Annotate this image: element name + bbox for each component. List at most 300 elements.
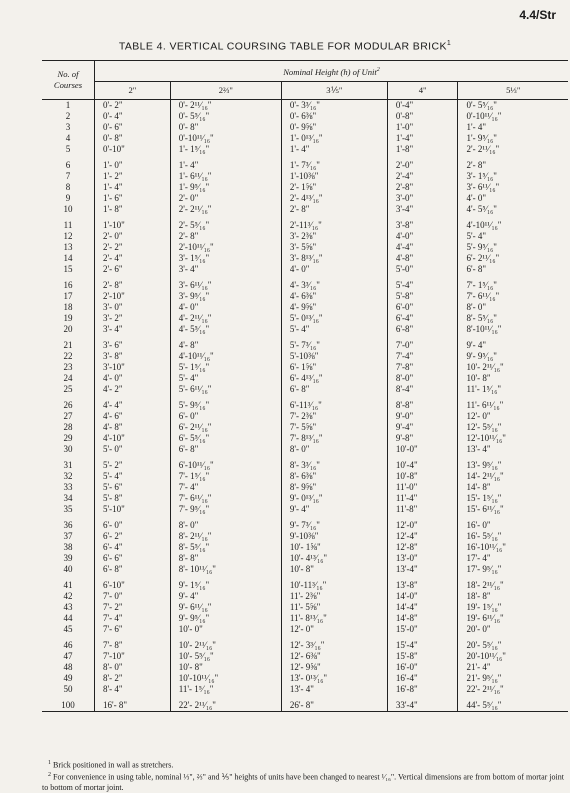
height-cell: 0'- 3³⁄₁₆": [281, 100, 387, 112]
height-cell: 6'- 5⁵⁄₁₆": [170, 433, 281, 444]
height-cell: 14'- 8": [466, 482, 491, 492]
height-cell: 1'-10": [95, 220, 171, 231]
height-cell: 3'- 2": [95, 313, 171, 324]
course-number-cell: 23: [42, 362, 95, 373]
height-cell: 26'- 8": [281, 700, 387, 712]
height-cell: 8'- 0": [95, 662, 171, 673]
height-cell: 2'- 6": [95, 264, 171, 275]
height-cell: 9'- 4": [281, 504, 387, 515]
height-cell: 11'-0": [387, 482, 458, 493]
column-header: 2": [95, 82, 171, 100]
course-number-cell: 33: [42, 482, 95, 493]
height-cell: 7'- 2⅜": [281, 411, 387, 422]
height-cell: 0'- 2": [95, 100, 171, 112]
title-footnote-mark: 1: [446, 40, 452, 47]
course-number-cell: 43: [42, 602, 95, 613]
page-identifier: 4.4/Str: [519, 8, 556, 22]
height-cell: 6'- 4¹³⁄₁₆": [281, 373, 387, 384]
height-cell: 4'- 5⁵⁄₁₆": [170, 324, 281, 335]
height-cell: 10'- 4¹³⁄₁₆": [281, 553, 387, 564]
height-cell: 4'- 4": [95, 400, 171, 411]
height-cell: 20'- 5⁵⁄₁₆": [466, 640, 502, 650]
height-cell: 1'- 9⁵⁄₁₆": [170, 182, 281, 193]
height-cell: 6'- 4": [95, 542, 171, 553]
height-cell: 11'- 1⁵⁄₁₆": [466, 384, 502, 394]
column-header: 4": [387, 82, 458, 100]
height-cell: 7'-10": [95, 651, 171, 662]
height-cell: 8'- 9⅝": [281, 482, 387, 493]
table-title-text: TABLE 4. VERTICAL COURSING TABLE FOR MODULAR BRICK: [118, 40, 447, 53]
height-cell: 5'-0": [387, 264, 458, 275]
height-cell: 10'-4": [387, 460, 458, 471]
height-cell: 4'-10¹¹⁄₁₆": [170, 351, 281, 362]
table-row: [42, 264, 568, 275]
table-row: [42, 591, 568, 602]
table-row: [42, 684, 568, 695]
nominal-height-header: [95, 61, 569, 82]
height-cell: 6'-8": [387, 324, 458, 335]
height-cell: 4'- 0": [466, 193, 487, 203]
height-cell: 11'- 8¹³⁄₁₆": [281, 613, 387, 624]
height-cell: 5'- 4": [170, 373, 281, 384]
course-number-cell: 37: [42, 531, 95, 542]
height-cell: 7'-4": [387, 351, 458, 362]
table-row: [42, 193, 568, 204]
height-cell: 9'- 4": [466, 340, 487, 350]
coursing-table: [42, 60, 568, 712]
table-row: [42, 231, 568, 242]
height-cell: 7'- 9⁵⁄₁₆": [170, 504, 281, 515]
height-cell: 0'-10¹¹⁄₁₆": [170, 133, 281, 144]
height-cell: 11'-8": [387, 504, 458, 515]
height-cell: 9'- 0¹³⁄₁₆": [281, 493, 387, 504]
height-cell: 0'- 9⅝": [281, 122, 387, 133]
height-cell: 10'-8": [387, 471, 458, 482]
height-cell: 15'- 1⁵⁄₁₆": [466, 493, 502, 503]
height-cell: 12'- 9⅝": [281, 662, 387, 673]
height-cell: 6'- 0": [170, 411, 281, 422]
footnote-text: For convenience in using table, nominal ⅓", ⅔" and ⅕" heights of units have been changed to nearest ¹⁄₁₆". Vertical dimensions are from bottom of mortar joint to bottom of mortar joint.: [42, 772, 564, 792]
column-header: 2⅔": [170, 82, 281, 100]
height-cell: 12'- 5⁵⁄₁₆": [466, 422, 502, 432]
height-cell: 18'- 8": [466, 591, 491, 601]
height-cell: 5'- 0¹³⁄₁₆": [281, 313, 387, 324]
height-cell: 4'- 2": [95, 384, 171, 395]
height-cell: 5'- 1⁵⁄₁₆": [170, 362, 281, 373]
height-cell: 5'- 4": [281, 324, 387, 335]
height-cell: 3'-4": [387, 204, 458, 215]
table-row: [42, 280, 568, 291]
height-cell: 4'-4": [387, 242, 458, 253]
height-cell: 4'-0": [387, 231, 458, 242]
height-cell: 1'- 4": [466, 122, 487, 132]
table-row: [42, 564, 568, 575]
height-cell: 3'- 8¹³⁄₁₆": [281, 253, 387, 264]
height-cell: 11'- 2⅜": [281, 591, 387, 602]
height-cell: 16'-8": [387, 684, 458, 695]
height-cell: 5'- 6": [95, 482, 171, 493]
course-number-cell: 48: [42, 662, 95, 673]
height-cell: 11'- 6¹¹⁄₁₆": [466, 400, 504, 410]
height-cell: 4'- 5⁵⁄₁₆": [466, 204, 497, 214]
table-row: [42, 204, 568, 215]
height-cell: 7'- 1⁵⁄₁₆": [170, 471, 281, 482]
course-number-cell: 17: [42, 291, 95, 302]
height-cell: 8'- 0": [466, 302, 487, 312]
height-cell: 13'-0": [387, 553, 458, 564]
height-cell: 5'- 4": [466, 231, 487, 241]
column-header: 5⅓": [458, 82, 568, 100]
height-cell: 11'- 5⅝": [281, 602, 387, 613]
table-row: [42, 553, 568, 564]
height-cell: 20'-10¹¹⁄₁₆": [466, 651, 506, 661]
height-cell: 0'-10": [95, 144, 171, 155]
height-cell: 8'- 0": [170, 520, 281, 531]
height-cell: 16'- 0": [466, 520, 491, 530]
height-cell: 1'- 7³⁄₁₆": [281, 160, 387, 171]
course-number-cell: 38: [42, 542, 95, 553]
height-cell: 7'- 6¹¹⁄₁₆": [170, 493, 281, 504]
height-cell: 5'- 8": [95, 493, 171, 504]
height-cell: 6'- 0": [95, 520, 171, 531]
height-cell: 1'- 0¹³⁄₁₆": [281, 133, 387, 144]
height-cell: 13'- 4": [281, 684, 387, 695]
height-cell: 9'- 7³⁄₁₆": [281, 520, 387, 531]
table-title: [0, 40, 570, 53]
course-number-cell: 16: [42, 280, 95, 291]
height-cell: 14'-8": [387, 613, 458, 624]
height-cell: 14'- 2¹¹⁄₁₆": [466, 471, 504, 481]
height-cell: 3'- 4": [170, 264, 281, 275]
height-cell: 3'- 9⁵⁄₁₆": [170, 291, 281, 302]
height-cell: 4'- 2¹¹⁄₁₆": [170, 313, 281, 324]
height-cell: 8'- 5⁵⁄₁₆": [466, 313, 497, 323]
height-cell: 4'- 0": [170, 302, 281, 313]
course-number-cell: 24: [42, 373, 95, 384]
course-number-cell: 40: [42, 564, 95, 575]
height-cell: 21'- 9⁵⁄₁₆": [466, 673, 502, 683]
height-cell: 9'- 6¹¹⁄₁₆": [170, 602, 281, 613]
course-number-cell: 49: [42, 673, 95, 684]
height-cell: 6'-0": [387, 302, 458, 313]
table-row: [42, 373, 568, 384]
height-cell: 4'- 0": [281, 264, 387, 275]
table-row: [42, 291, 568, 302]
course-number-cell: 45: [42, 624, 95, 635]
table-row: [42, 351, 568, 362]
course-number-cell: 35: [42, 504, 95, 515]
table-row: [42, 602, 568, 613]
course-number-cell: 47: [42, 651, 95, 662]
height-cell: 7'-0": [387, 340, 458, 351]
height-cell: 0'-8": [387, 111, 458, 122]
table-row: [42, 493, 568, 504]
height-cell: 1'- 2": [95, 171, 171, 182]
course-number-cell: 29: [42, 433, 95, 444]
height-cell: 10'- 1⅝": [281, 542, 387, 553]
height-cell: 17'- 4": [466, 553, 491, 563]
table-row: [42, 651, 568, 662]
height-cell: 3'- 6¹¹⁄₁₆": [170, 280, 281, 291]
height-cell: 0'- 8": [170, 122, 281, 133]
course-number-cell: 4: [42, 133, 95, 144]
course-number-cell: 27: [42, 411, 95, 422]
course-number-cell: 26: [42, 400, 95, 411]
course-number-cell: 10: [42, 204, 95, 215]
height-cell: 14'-0": [387, 591, 458, 602]
height-cell: 13'-8": [387, 580, 458, 591]
course-number-cell: 15: [42, 264, 95, 275]
height-cell: 2'-0": [387, 160, 458, 171]
height-cell: 4'- 9⅝": [281, 302, 387, 313]
course-number-cell: 41: [42, 580, 95, 591]
table-row: [42, 411, 568, 422]
course-number-cell: 30: [42, 444, 95, 455]
height-cell: 7'- 6": [95, 624, 171, 635]
height-cell: 2'- 2¹¹⁄₁₆": [170, 204, 281, 215]
table-row: [42, 400, 568, 411]
table-row: [42, 542, 568, 553]
course-number-cell: 12: [42, 231, 95, 242]
no-courses-header: No. of Courses: [42, 61, 95, 100]
height-cell: 7'- 8": [95, 640, 171, 651]
height-cell: 15'- 6¹¹⁄₁₆": [466, 504, 504, 514]
height-cell: 8'- 0": [281, 444, 387, 455]
table-row: [42, 171, 568, 182]
height-cell: 22'- 2¹¹⁄₁₆": [466, 684, 504, 694]
height-cell: 7'- 4": [170, 482, 281, 493]
height-cell: 3'- 6": [95, 340, 171, 351]
height-cell: 1'- 4": [170, 160, 281, 171]
height-cell: 0'- 6": [95, 122, 171, 133]
table-row: [42, 111, 568, 122]
height-cell: 16'-10¹¹⁄₁₆": [466, 542, 506, 552]
height-cell: 2'- 8": [95, 280, 171, 291]
height-cell: 9'-0": [387, 411, 458, 422]
height-cell: 8'-8": [387, 400, 458, 411]
height-cell: 10'- 8": [281, 564, 387, 575]
course-number-cell: 8: [42, 182, 95, 193]
height-cell: 18'- 2¹¹⁄₁₆": [466, 580, 504, 590]
course-number-cell: 9: [42, 193, 95, 204]
height-cell: 3'-10": [95, 362, 171, 373]
height-cell: 5'- 4": [95, 471, 171, 482]
course-number-cell: 1: [42, 100, 95, 112]
height-cell: 9'- 9⁵⁄₁₆": [466, 351, 497, 361]
height-cell: 3'- 2⅜": [281, 231, 387, 242]
table-row: [42, 624, 568, 635]
course-number-cell: 14: [42, 253, 95, 264]
table-row: [42, 471, 568, 482]
height-cell: 13'- 4": [466, 444, 491, 454]
table-row: [42, 242, 568, 253]
height-cell: 1'- 4": [281, 144, 387, 155]
height-cell: 1'- 0": [95, 160, 171, 171]
height-cell: 2'-10": [95, 291, 171, 302]
height-cell: 15'-0": [387, 624, 458, 635]
height-cell: 9'-10⅜": [281, 531, 387, 542]
height-cell: 0'-4": [387, 100, 458, 112]
height-cell: 7'- 4": [95, 613, 171, 624]
height-cell: 8'- 2": [95, 673, 171, 684]
table-row: [42, 482, 568, 493]
height-cell: 13'- 9⁵⁄₁₆": [466, 460, 502, 470]
table-row: [42, 253, 568, 264]
height-cell: 9'-4": [387, 422, 458, 433]
height-cell: 44'- 5⁵⁄₁₆": [458, 700, 568, 712]
course-number-cell: 22: [42, 351, 95, 362]
height-cell: 4'- 8": [95, 422, 171, 433]
table-row: [42, 580, 568, 591]
height-cell: 1'- 6": [95, 193, 171, 204]
height-cell: 15'-8": [387, 651, 458, 662]
height-cell: 4'-10": [95, 433, 171, 444]
height-cell: 5'- 7³⁄₁₆": [281, 340, 387, 351]
course-number-cell: 18: [42, 302, 95, 313]
height-cell: 8'- 4": [95, 684, 171, 695]
table-row: [42, 662, 568, 673]
height-cell: 6'- 2": [95, 531, 171, 542]
height-cell: 20'- 0": [466, 624, 491, 634]
height-cell: 8'- 2¹¹⁄₁₆": [170, 531, 281, 542]
height-cell: 6'- 8": [281, 384, 387, 395]
footnote-mark: 2: [48, 772, 51, 778]
height-cell: 8'-4": [387, 384, 458, 395]
height-cell: 2'- 0": [95, 231, 171, 242]
height-cell: 0'- 5⁵⁄₁₆": [170, 111, 281, 122]
course-number-cell: 2: [42, 111, 95, 122]
height-cell: 6'- 6": [95, 553, 171, 564]
height-cell: 8'-10¹¹⁄₁₆": [466, 324, 502, 334]
table-row: [42, 133, 568, 144]
height-cell: 12'- 0": [281, 624, 387, 635]
height-cell: 3'- 8": [95, 351, 171, 362]
height-cell: 10'- 2¹¹⁄₁₆": [466, 362, 504, 372]
course-number-cell: 6: [42, 160, 95, 171]
table-row: [42, 302, 568, 313]
table-row: [42, 182, 568, 193]
table-row: [42, 613, 568, 624]
height-cell: 22'- 2¹¹⁄₁₆": [170, 700, 281, 712]
height-cell: 9'- 9⁵⁄₁₆": [170, 613, 281, 624]
height-cell: 1'-0": [387, 122, 458, 133]
height-cell: 2'- 2¹¹⁄₁₆": [466, 144, 500, 154]
height-cell: 3'- 4": [95, 324, 171, 335]
table-row: [42, 433, 568, 444]
height-cell: 9'-8": [387, 433, 458, 444]
height-cell: 6'-4": [387, 313, 458, 324]
height-cell: 4'-8": [387, 253, 458, 264]
height-cell: 16'- 5⁵⁄₁₆": [466, 531, 502, 541]
course-number-cell: 42: [42, 591, 95, 602]
height-cell: 5'- 9⁵⁄₁₆": [466, 242, 497, 252]
nominal-footnote-mark: 2: [376, 66, 380, 73]
height-cell: 5'- 0": [95, 444, 171, 455]
course-number-cell: 21: [42, 340, 95, 351]
height-cell: 5'- 6¹¹⁄₁₆": [170, 384, 281, 395]
height-cell: 0'- 6⅜": [281, 111, 387, 122]
table-row: [42, 640, 568, 651]
height-cell: 10'- 2¹¹⁄₁₆": [170, 640, 281, 651]
table-row: [42, 384, 568, 395]
table-row: [42, 520, 568, 531]
height-cell: 3'-8": [387, 220, 458, 231]
height-cell: 7'- 1⁵⁄₁₆": [466, 280, 497, 290]
height-cell: 7'- 8¹³⁄₁₆": [281, 433, 387, 444]
course-number-cell: 25: [42, 384, 95, 395]
course-number-cell: 7: [42, 171, 95, 182]
course-number-cell: 19: [42, 313, 95, 324]
height-cell: 5'- 9⁵⁄₁₆": [170, 400, 281, 411]
height-cell: 2'-10¹¹⁄₁₆": [170, 242, 281, 253]
footnote-2: [42, 770, 568, 793]
footnote-text: Brick positioned in wall as stretchers.: [53, 760, 174, 770]
height-cell: 3'- 1⁵⁄₁₆": [170, 253, 281, 264]
height-cell: 6'- 1⅝": [281, 362, 387, 373]
height-cell: 5'-4": [387, 280, 458, 291]
course-number-cell: 34: [42, 493, 95, 504]
table-body: [42, 100, 568, 712]
height-cell: 8'- 10¹¹⁄₁₆": [170, 564, 281, 575]
table-row: [42, 504, 568, 515]
table-row: [42, 100, 568, 112]
height-cell: 12'-4": [387, 531, 458, 542]
height-cell: 15'-4": [387, 640, 458, 651]
height-cell: 4'-10¹¹⁄₁₆": [466, 220, 502, 230]
height-cell: 6'- 2¹¹⁄₁₆": [170, 422, 281, 433]
height-cell: 7'-8": [387, 362, 458, 373]
height-cell: 13'- 0¹³⁄₁₆": [281, 673, 387, 684]
height-cell: 6'-11³⁄₁₆": [281, 400, 387, 411]
height-cell: 3'-0": [387, 193, 458, 204]
height-cell: 12'- 6⅜": [281, 651, 387, 662]
height-cell: 6'- 8": [466, 264, 487, 274]
height-cell: 0'- 5⁵⁄₁₆": [466, 100, 497, 110]
table-row: [42, 160, 568, 171]
height-cell: 6'- 8": [170, 444, 281, 455]
height-cell: 2'- 4": [95, 253, 171, 264]
column-header: 3⅕": [281, 82, 387, 100]
height-cell: 7'- 5⅝": [281, 422, 387, 433]
table-row: [42, 144, 568, 155]
height-cell: 12'-8": [387, 542, 458, 553]
footnote-1: [42, 758, 568, 771]
height-cell: 0'- 8": [95, 133, 171, 144]
course-number-cell: 5: [42, 144, 95, 155]
height-cell: 1'-10⅜": [281, 171, 387, 182]
height-cell: 9'- 1⁵⁄₁₆": [170, 580, 281, 591]
height-cell: 12'-0": [387, 520, 458, 531]
height-cell: 3'- 6¹¹⁄₁₆": [466, 182, 500, 192]
height-cell: 5'-10": [95, 504, 171, 515]
height-cell: 10'- 0": [170, 624, 281, 635]
height-cell: 2'- 5⁵⁄₁₆": [170, 220, 281, 231]
height-cell: 9'- 4": [170, 591, 281, 602]
height-cell: 8'- 5⁵⁄₁₆": [170, 542, 281, 553]
course-number-cell: 44: [42, 613, 95, 624]
table-row: [42, 122, 568, 133]
height-cell: 1'-8": [387, 144, 458, 155]
height-cell: 2'-4": [387, 171, 458, 182]
table-row: [42, 460, 568, 471]
height-cell: 10'- 5⁵⁄₁₆": [170, 651, 281, 662]
height-cell: 1'-4": [387, 133, 458, 144]
height-cell: 6'- 8": [95, 564, 171, 575]
course-number-cell: 3: [42, 122, 95, 133]
table-row: [42, 362, 568, 373]
course-number-cell: 20: [42, 324, 95, 335]
height-cell: 6'-10": [95, 580, 171, 591]
